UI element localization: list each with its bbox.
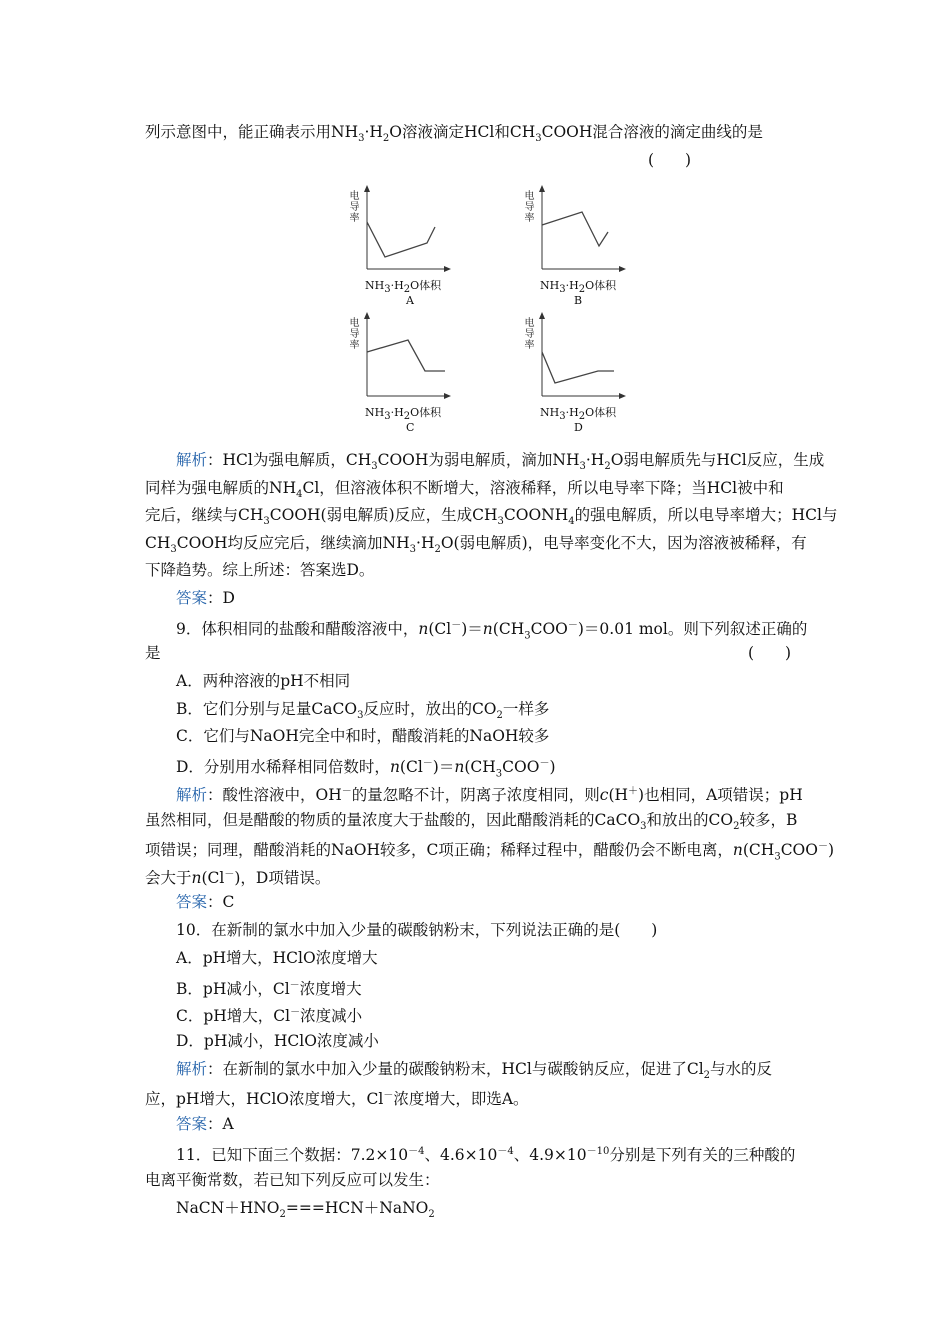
graph-b	[520, 185, 630, 307]
q9-analysis-line-2: 虽然相同，但是醋酸的物质的量浓度大于盐酸的，因此醋酸消耗的CaCO$_3$和放出的$CO_2$较多，B	[145, 811, 798, 833]
q11-stem-line-1: 11．已知下面三个数据：$7.2\times 10^{-4}$、$4.6\times 10^{-4}$、$4.9\times 10^{-10}$分别是下列有关的三种酸的	[176, 1146, 796, 1165]
q10-option-a: A．pH增大，HClO浓度增大	[176, 949, 378, 967]
x-axis-arrow	[444, 266, 451, 272]
q9-analysis-line-3: 项错误；同理，醋酸消耗的NaOH较多，C项正确；稀释过程中，醋酸仍会不断电离，$n(CH_3COO^-)$	[145, 841, 835, 863]
graph-letter: A	[406, 294, 414, 307]
graph-a	[345, 185, 455, 307]
y-axis-label: 电导率	[524, 318, 535, 351]
y-axis-arrow	[364, 185, 370, 192]
answer-label: 答案	[176, 589, 208, 607]
q9-analysis-line-4: 会大于n(Cl－)，D项错误。	[145, 869, 331, 888]
graph-letter: D	[574, 421, 583, 434]
analysis-label: 解析	[176, 451, 208, 469]
q10-answer: 答案：A	[176, 1115, 234, 1133]
q9-stem: 9．体积相同的盐酸和醋酸溶液中，$n(Cl^-)=n(CH_3COO^-)=0.01$ mol。则下列叙述正确的	[176, 620, 808, 642]
q9-stem-cont: 是	[145, 644, 161, 662]
q8-answer: 答案：D	[176, 589, 235, 607]
graph-d	[520, 312, 630, 434]
q8-analysis-line-5: 下降趋势。综上所述：答案选D。	[145, 561, 375, 579]
q10-analysis-line-2: 应，pH增大，HClO浓度增大，Cl－浓度增大，即选A。	[145, 1090, 529, 1109]
graph-d-plot	[520, 312, 630, 402]
y-axis-label: 电导率	[524, 191, 535, 224]
q8-analysis-line-4: $CH_3COOH$均反应完后，继续滴加$NH_3\cdot H_2O$(弱电解质)，电导率变化不大，因为溶液被稀释，有	[145, 534, 807, 556]
q9-answer: 答案：C	[176, 893, 235, 911]
q9-option-d: D．分别用水稀释相同倍数时，$n(Cl^-)=n(CH_3COO^-)$	[176, 758, 556, 780]
answer-paren: ( )	[648, 151, 692, 169]
answer-label: 答案	[176, 1115, 208, 1133]
y-axis-label: 电导率	[349, 318, 360, 351]
q9-option-a: A．两种溶液的pH不相同	[176, 672, 351, 690]
titration-curve	[542, 212, 608, 246]
titration-curve	[367, 222, 435, 257]
x-axis-label: $NH_3\cdot H_2O$体积	[540, 279, 617, 296]
q8-analysis-line-2: 同样为强电解质的$NH_4Cl$，但溶液体积不断增大，溶液稀释，所以电导率下降；当HCl被中和	[145, 479, 784, 501]
q10-analysis-line-1: 解析：在新制的氯水中加入少量的碳酸钠粉末，HCl与碳酸钠反应，促进了$Cl_2$与水的反	[176, 1060, 773, 1082]
y-axis-arrow	[364, 312, 370, 319]
y-axis-label: 电导率	[349, 191, 360, 224]
graph-c	[345, 312, 455, 434]
analysis-label: 解析	[176, 1060, 208, 1078]
q10-option-b: B．pH减小，Cl－浓度增大	[176, 980, 362, 999]
q10-option-d: D．pH减小，HClO浓度减小	[176, 1032, 379, 1050]
q9-option-c: C．它们与NaOH完全中和时，醋酸消耗的NaOH较多	[176, 727, 550, 745]
graph-c-plot	[345, 312, 455, 402]
graph-a-plot	[345, 185, 455, 275]
x-axis-label: $NH_3\cdot H_2O$体积	[365, 279, 442, 296]
y-axis-arrow	[539, 185, 545, 192]
q11-stem-line-2: 电离平衡常数，若已知下列反应可以发生：	[145, 1171, 440, 1189]
x-axis-arrow	[619, 266, 626, 272]
answer-label: 答案	[176, 893, 208, 911]
x-axis-label: $NH_3\cdot H_2O$体积	[540, 406, 617, 423]
q9-analysis-line-1: 解析：酸性溶液中，OH－的量忽略不计，阴离子浓度相同，则c(H＋)也相同，A项错误；pH	[176, 786, 803, 805]
graph-letter: C	[406, 421, 415, 434]
titration-curve	[367, 340, 445, 371]
titration-curve	[542, 352, 614, 383]
graph-b-plot	[520, 185, 630, 275]
graph-letter: B	[574, 294, 583, 307]
q10-option-c: C．pH增大，Cl－浓度减小	[176, 1007, 363, 1026]
q8-analysis-line-3: 完后，继续与$CH_3COOH$(弱电解质)反应，生成$CH_3COONH_4$的强电解质，所以电导率增大；HCl与	[145, 506, 838, 528]
question-stem: 列示意图中，能正确表示用$NH_3\cdot H_2O$溶液滴定HCl和$CH_3COOH$混合溶液的滴定曲线的是	[145, 123, 763, 145]
x-axis-arrow	[619, 393, 626, 399]
x-axis-label: $NH_3\cdot H_2O$体积	[365, 406, 442, 423]
y-axis-arrow	[539, 312, 545, 319]
q9-option-b: B．它们分别与足量CaCO$_3$反应时，放出的$CO_2$一样多	[176, 700, 550, 722]
analysis-label: 解析	[176, 786, 208, 805]
x-axis-arrow	[444, 393, 451, 399]
q10-stem: 10．在新制的氯水中加入少量的碳酸钠粉末，下列说法正确的是( )	[176, 921, 658, 939]
q8-analysis-line-1: 解析：HCl为强电解质，$CH_3COOH$为弱电解质，滴加$NH_3\cdot H_2O$弱电解质先与HCl反应，生成	[176, 451, 825, 473]
answer-paren: ( )	[748, 644, 792, 662]
q11-reaction: $NaCN+HNO_2===HCN+NaNO_2$	[176, 1199, 435, 1221]
